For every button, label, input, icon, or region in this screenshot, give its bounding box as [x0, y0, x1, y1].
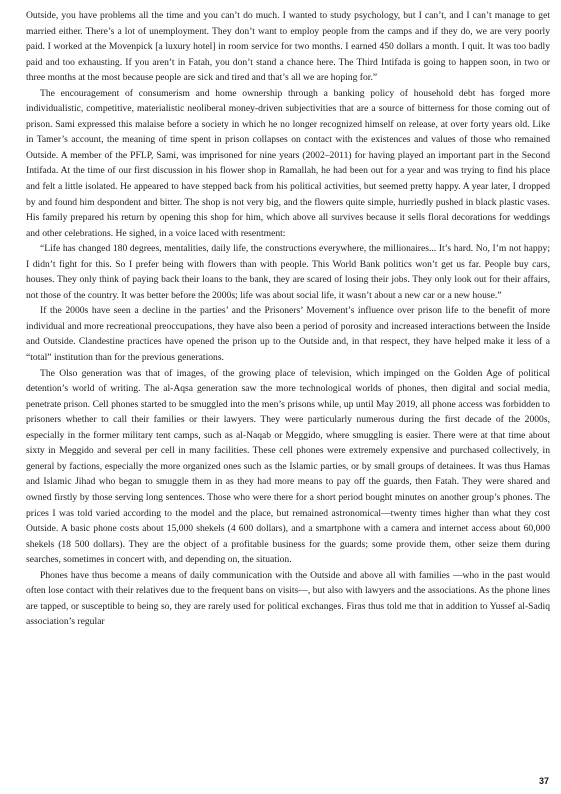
paragraph-5: The Olso generation was that of images, of the growing place of television, which impinged on the Golden Age of political detention’s world of writing. The al-Aqsa generation saw the more technological worlds of phones, then digital and social media, penetrate prison. Cell phones started to be smuggled into the men’s prisons while, up until May 2019, all phone access was forbidden to prisoners whether to call their families or their lawyers. They were particularly numerous during the first decade of the 2000s, especially in the former military tent camps, such as al-Naqab or Meggido, where smuggling is easier. There were at that time about sixty in Meggido and several per cell in many facilities. These cell phones were extremely expensive and purchased collectively, in general by factions, especially the more organized ones such as the Islamic parties, or by small groups of detainees. It was thus Hamas and Islamic Jihad who began to smuggle them in as they had more means to pay off the guards, then Fatah. They were shared and owned firstly by those serving long sentences. Those who were there for a short period bought minutes on another group’s phones. The prices I was told varied according to the model and the place, but remained astronomical—twenty times higher than what they cost Outside. A basic phone costs about 15,000 shekels (4 600 dollars), and a smartphone with a camera and internet access about 60,000 shekels (18 500 dollars). They are the object of a profitable business for the guards; some provide them, other seize them during searches, sometimes in concert with, and depending on, the situation. [26, 367, 550, 566]
paragraph-3-quote: “Life has changed 180 degrees, mentalities, daily life, the constructions everywhere, the millionaires... It’s hard. No, I’m not happy; I didn’t fight for this. So I prefer being with flowers than with people. This World Bank politics won’t get us far. People buy cars, houses. They only think of paying back their loans to the bank, they are scared of losing their jobs. They only look out for their affairs, not those of the country. It was better before the 2000s; life was about social life, it wasn’t about a new car or a new house.” [26, 243, 550, 301]
page-body [26, 8, 550, 630]
paragraph-6: Phones have thus become a means of daily communication with the Outside and above all with families —who in the past would often lose contact with their relatives due to the frequent bans on visits—, but also with lawyers and the associations. As the phone lines are tapped, or susceptible to being so, they are rarely used for political exchanges. Firas thus told me that in addition to Yussef al-Sadiq association’s regular [26, 569, 550, 628]
paragraph-1: Outside, you have problems all the time and you can’t do much. I wanted to study psychology, but I can’t, and I can’t manage to get married either. There’s a lot of unemployment. They don’t want to employ people from the camps and if they do, we are very poorly paid. I worked at the Movenpick [a luxury hotel] in room service for two months. I earned 450 dollars a month. I quit. It was too badly paid and too exhausting. If you aren’t in Fatah, you don’t stand a chance here. The Third Intifada is going to happen soon, in two or three months at the most because people are sick and tired and that’s all we are hoping for.” [26, 10, 550, 84]
paragraph-4: If the 2000s have seen a decline in the parties’ and the Prisoners’ Movement’s influence over prison life to the benefit of more individual and more recreational preoccupations, they have also been a period of porosity and increased interactions between the Inside and Outside. Clandestine practices have opened the prison up to the Outside and, in that respect, they have helped make it less of a “total” institution than for the previous generations. [26, 305, 550, 364]
paragraph-2: The encouragement of consumerism and home ownership through a banking policy of household debt has forged more individualistic, competitive, materialistic neoliberal money-driven subjectivities that are a source of bitterness for those coming out of prison. Sami expressed this malaise before a society in which he no longer recognized himself on release, at over forty years old. Like in Tamer’s account, the meaning of time spent in prison collapses on contact with the existences and values of those who remained Outside. A member of the PFLP, Sami, was imprisoned for nine years (2002–2011) for having played an important part in the Second Intifada. At the time of our first discussion in his flower shop in Ramallah, he had been out for a year and was trying to find his place and felt a little isolated. He appeared to have stepped back from his political activities, but seemed pretty happy. A year later, I dropped by and found him despondent and bitter. The shop is not very big, and the flowers quite simple, hurriedly pushed in black plastic vases. His family prepared his return by opening this shop for him, which above all survives because it sells floral decorations for weddings and other celebrations. He sighed, in a voice laced with resentment: [26, 87, 550, 239]
page-number: 37 [538, 776, 549, 786]
